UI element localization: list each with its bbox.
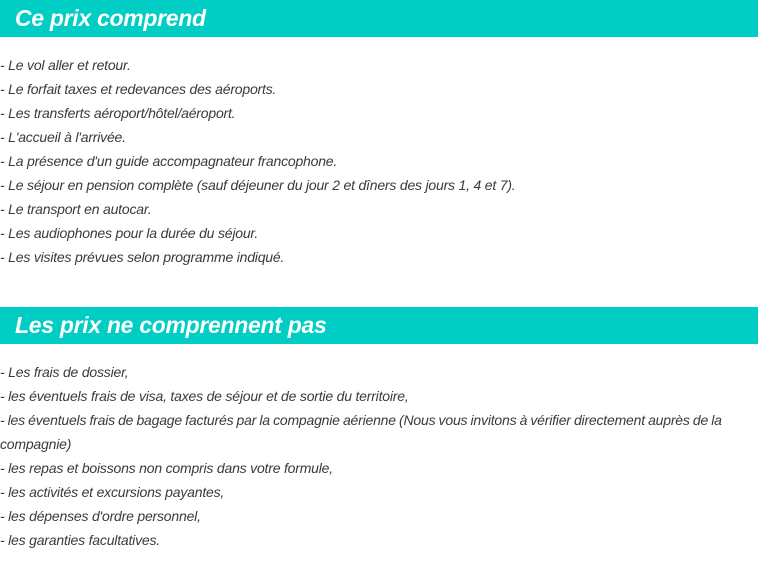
list-item: - les activités et excursions payantes,: [0, 484, 225, 500]
excluded-title: Les prix ne comprennent pas: [15, 312, 327, 338]
list-item: - les garanties facultatives.: [0, 532, 160, 548]
list-item: - Le séjour en pension complète (sauf déjeuner du jour 2 et dîners des jours 1, 4 et 7).: [0, 177, 516, 193]
list-item: - les éventuels frais de bagage facturés par la compagnie aérienne (Nous vous invitons à vérifier directement auprès de la compagnie): [0, 412, 722, 452]
list-item: - Le vol aller et retour.: [0, 57, 131, 73]
included-list: [0, 53, 758, 269]
list-item: - La présence d'un guide accompagnateur francophone.: [0, 153, 338, 169]
list-item: - Les visites prévues selon programme indiqué.: [0, 249, 285, 265]
excluded-header: [0, 307, 758, 344]
list-item: - Les audiophones pour la durée du séjour.: [0, 225, 259, 241]
list-item: - L'accueil à l'arrivée.: [0, 129, 126, 145]
list-item: - les repas et boissons non compris dans votre formule,: [0, 460, 333, 476]
excluded-section: [0, 307, 758, 552]
included-section: [0, 0, 758, 269]
list-item: - les dépenses d'ordre personnel,: [0, 508, 201, 524]
list-item: - Les transferts aéroport/hôtel/aéroport.: [0, 105, 236, 121]
list-item: - Le forfait taxes et redevances des aéroports.: [0, 81, 277, 97]
list-item: - les éventuels frais de visa, taxes de séjour et de sortie du territoire,: [0, 388, 409, 404]
included-header: [0, 0, 758, 37]
list-item: - Les frais de dossier,: [0, 364, 129, 380]
included-title: Ce prix comprend: [15, 5, 206, 31]
list-item: - Le transport en autocar.: [0, 201, 152, 217]
excluded-list: [0, 360, 758, 552]
